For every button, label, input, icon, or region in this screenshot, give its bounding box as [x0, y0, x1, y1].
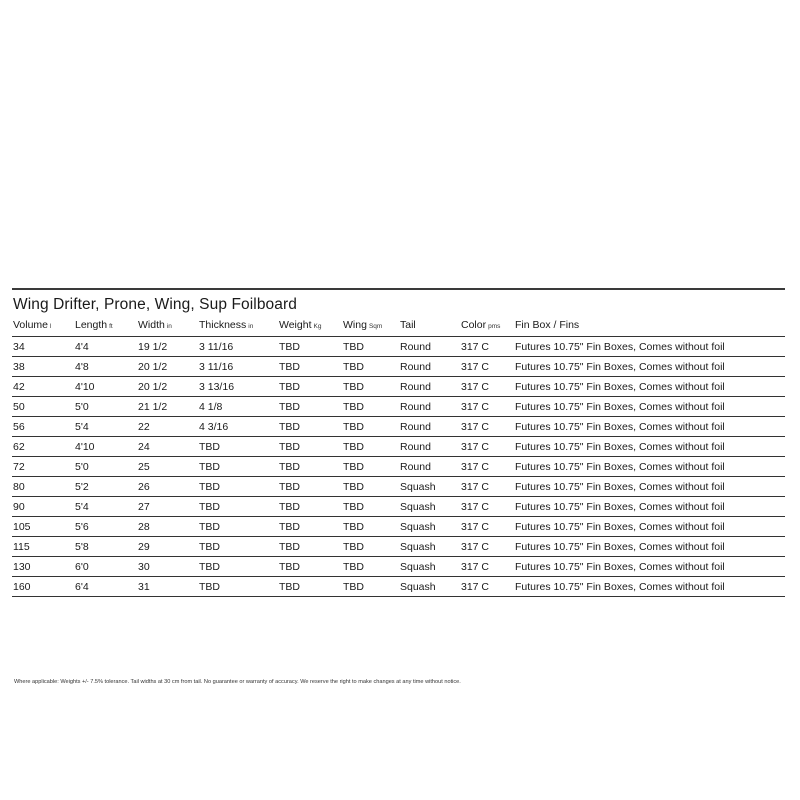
- table-cell: Round: [399, 417, 460, 437]
- column-header: [198, 318, 278, 337]
- table-cell: 42: [12, 377, 74, 397]
- table-cell: 317 C: [460, 337, 514, 357]
- table-cell: TBD: [278, 517, 342, 537]
- table-cell: 317 C: [460, 577, 514, 597]
- table-cell: TBD: [342, 377, 399, 397]
- top-divider: [12, 288, 785, 290]
- table-cell: 31: [137, 577, 198, 597]
- table-cell: 90: [12, 497, 74, 517]
- table-row: [12, 397, 785, 417]
- table-cell: 72: [12, 457, 74, 477]
- table-cell: TBD: [278, 537, 342, 557]
- table-cell: Round: [399, 337, 460, 357]
- table-cell: TBD: [198, 437, 278, 457]
- table-cell: 20 1/2: [137, 357, 198, 377]
- table-cell: TBD: [198, 457, 278, 477]
- table-cell: TBD: [278, 357, 342, 377]
- table-cell: 6'0: [74, 557, 137, 577]
- table-cell: TBD: [342, 357, 399, 377]
- table-cell: 105: [12, 517, 74, 537]
- table-cell: 19 1/2: [137, 337, 198, 357]
- table-cell: 317 C: [460, 397, 514, 417]
- table-cell: 80: [12, 477, 74, 497]
- table-cell: Futures 10.75" Fin Boxes, Comes without foil: [514, 377, 785, 397]
- table-cell: Futures 10.75" Fin Boxes, Comes without foil: [514, 497, 785, 517]
- table-header-row: [12, 318, 785, 337]
- table-row: [12, 557, 785, 577]
- table-cell: Futures 10.75" Fin Boxes, Comes without foil: [514, 457, 785, 477]
- table-cell: 5'0: [74, 457, 137, 477]
- table-body: [12, 337, 785, 597]
- table-cell: 5'0: [74, 397, 137, 417]
- table-cell: 3 13/16: [198, 377, 278, 397]
- column-unit: Kg: [313, 323, 322, 330]
- table-cell: 4'10: [74, 437, 137, 457]
- table-cell: 317 C: [460, 417, 514, 437]
- table-cell: Round: [399, 457, 460, 477]
- table-cell: 25: [137, 457, 198, 477]
- table-row: [12, 417, 785, 437]
- column-header: [460, 318, 514, 337]
- table-row: [12, 537, 785, 557]
- table-cell: TBD: [278, 477, 342, 497]
- table-cell: TBD: [342, 537, 399, 557]
- table-cell: TBD: [278, 377, 342, 397]
- table-cell: TBD: [342, 417, 399, 437]
- table-cell: Squash: [399, 477, 460, 497]
- column-header-label: Color: [461, 319, 487, 331]
- table-cell: Round: [399, 377, 460, 397]
- table-cell: TBD: [342, 517, 399, 537]
- table-cell: 317 C: [460, 437, 514, 457]
- column-header: [74, 318, 137, 337]
- column-header: [514, 318, 785, 337]
- table-cell: TBD: [198, 497, 278, 517]
- table-cell: 4'8: [74, 357, 137, 377]
- table-row: [12, 477, 785, 497]
- table-cell: 317 C: [460, 357, 514, 377]
- table-cell: 5'4: [74, 497, 137, 517]
- table-cell: 317 C: [460, 457, 514, 477]
- table-cell: TBD: [342, 557, 399, 577]
- table-row: [12, 577, 785, 597]
- table-cell: 4'10: [74, 377, 137, 397]
- table-cell: Futures 10.75" Fin Boxes, Comes without foil: [514, 337, 785, 357]
- table-cell: Futures 10.75" Fin Boxes, Comes without foil: [514, 577, 785, 597]
- table-cell: TBD: [278, 457, 342, 477]
- table-row: [12, 517, 785, 537]
- table-cell: 6'4: [74, 577, 137, 597]
- table-cell: TBD: [278, 577, 342, 597]
- table-cell: TBD: [278, 437, 342, 457]
- table-cell: 5'2: [74, 477, 137, 497]
- page-title: Wing Drifter, Prone, Wing, Sup Foilboard: [13, 296, 297, 313]
- table-cell: 27: [137, 497, 198, 517]
- table-cell: 5'4: [74, 417, 137, 437]
- table-cell: TBD: [198, 517, 278, 537]
- table-cell: 34: [12, 337, 74, 357]
- table-cell: Futures 10.75" Fin Boxes, Comes without foil: [514, 437, 785, 457]
- table-row: [12, 497, 785, 517]
- table-cell: Squash: [399, 517, 460, 537]
- table-cell: Squash: [399, 497, 460, 517]
- table-cell: 317 C: [460, 517, 514, 537]
- table-cell: TBD: [342, 477, 399, 497]
- table-cell: 38: [12, 357, 74, 377]
- table-cell: Futures 10.75" Fin Boxes, Comes without foil: [514, 477, 785, 497]
- table-cell: 21 1/2: [137, 397, 198, 417]
- table-cell: 50: [12, 397, 74, 417]
- column-header: [12, 318, 74, 337]
- table-row: [12, 377, 785, 397]
- column-header-label: Wing: [343, 319, 367, 331]
- column-header-label: Weight: [279, 319, 312, 331]
- table-cell: TBD: [342, 497, 399, 517]
- table-cell: 130: [12, 557, 74, 577]
- table-cell: TBD: [278, 397, 342, 417]
- table-cell: 56: [12, 417, 74, 437]
- table-cell: Round: [399, 437, 460, 457]
- table-cell: 115: [12, 537, 74, 557]
- spec-sheet: [12, 288, 785, 597]
- table-cell: 29: [137, 537, 198, 557]
- column-header: [342, 318, 399, 337]
- table-cell: 3 11/16: [198, 337, 278, 357]
- table-cell: TBD: [342, 577, 399, 597]
- table-cell: TBD: [278, 417, 342, 437]
- table-cell: TBD: [342, 457, 399, 477]
- table-cell: TBD: [198, 557, 278, 577]
- table-cell: Round: [399, 357, 460, 377]
- table-cell: Futures 10.75" Fin Boxes, Comes without foil: [514, 537, 785, 557]
- table-cell: TBD: [342, 397, 399, 417]
- table-cell: Futures 10.75" Fin Boxes, Comes without foil: [514, 517, 785, 537]
- table-row: [12, 457, 785, 477]
- table-cell: 317 C: [460, 477, 514, 497]
- table-cell: Squash: [399, 537, 460, 557]
- column-header-label: Thickness: [199, 319, 247, 331]
- table-cell: 20 1/2: [137, 377, 198, 397]
- column-unit: Sqm: [368, 323, 383, 330]
- table-cell: 30: [137, 557, 198, 577]
- table-cell: 4 1/8: [198, 397, 278, 417]
- table-cell: TBD: [198, 477, 278, 497]
- table-cell: 62: [12, 437, 74, 457]
- table-cell: Squash: [399, 557, 460, 577]
- column-header-label: Fin Box / Fins: [515, 319, 580, 331]
- column-unit: pms: [488, 323, 501, 330]
- table-cell: TBD: [198, 577, 278, 597]
- table-cell: 317 C: [460, 557, 514, 577]
- table-row: [12, 337, 785, 357]
- column-unit: l: [50, 323, 52, 330]
- column-unit: in: [248, 323, 254, 330]
- table-cell: Futures 10.75" Fin Boxes, Comes without foil: [514, 417, 785, 437]
- table-cell: Squash: [399, 577, 460, 597]
- table-cell: Futures 10.75" Fin Boxes, Comes without foil: [514, 357, 785, 377]
- column-header-label: Length: [75, 319, 108, 331]
- table-cell: 317 C: [460, 537, 514, 557]
- table-cell: 28: [137, 517, 198, 537]
- column-header-label: Width: [138, 319, 165, 331]
- column-header: [399, 318, 460, 337]
- column-header-label: Volume: [13, 319, 49, 331]
- column-unit: in: [166, 323, 172, 330]
- table-cell: 5'6: [74, 517, 137, 537]
- table-cell: Futures 10.75" Fin Boxes, Comes without foil: [514, 557, 785, 577]
- column-header: [137, 318, 198, 337]
- table-cell: 317 C: [460, 497, 514, 517]
- table-cell: 22: [137, 417, 198, 437]
- table-cell: Futures 10.75" Fin Boxes, Comes without foil: [514, 397, 785, 417]
- disclaimer-footnote: Where applicable: Weights +/- 7.5% tolerance. Tail widths at 30 cm from tail. No guarantee or warranty of accuracy. We reserve the right to make changes at any time without notice.: [14, 679, 461, 685]
- column-header: [278, 318, 342, 337]
- table-row: [12, 357, 785, 377]
- table-cell: 160: [12, 577, 74, 597]
- column-header-label: Tail: [400, 319, 416, 331]
- table-cell: 24: [137, 437, 198, 457]
- table-cell: TBD: [342, 437, 399, 457]
- table-cell: TBD: [278, 337, 342, 357]
- table-cell: 4'4: [74, 337, 137, 357]
- table-cell: TBD: [278, 557, 342, 577]
- table-cell: 3 11/16: [198, 357, 278, 377]
- table-cell: TBD: [342, 337, 399, 357]
- table-cell: 4 3/16: [198, 417, 278, 437]
- table-cell: 26: [137, 477, 198, 497]
- table-cell: 5'8: [74, 537, 137, 557]
- specs-table: [12, 318, 785, 597]
- column-unit: ft: [109, 323, 113, 330]
- table-cell: Round: [399, 397, 460, 417]
- table-cell: 317 C: [460, 377, 514, 397]
- table-row: [12, 437, 785, 457]
- table-cell: TBD: [198, 537, 278, 557]
- table-cell: TBD: [278, 497, 342, 517]
